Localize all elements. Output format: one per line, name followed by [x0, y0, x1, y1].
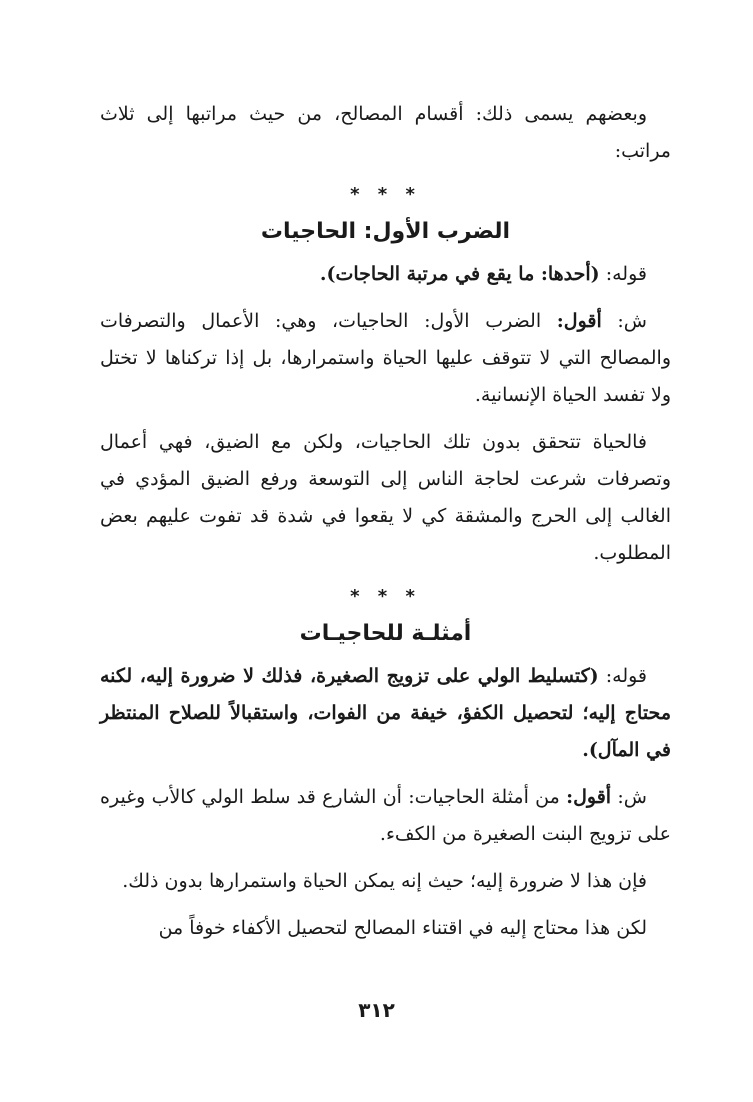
- body-paragraph: [100, 910, 671, 947]
- explanation-paragraph: [100, 779, 671, 853]
- quote-paragraph: [100, 256, 671, 293]
- intro-paragraph: [100, 96, 671, 170]
- body-text: فالحياة تتحقق بدون تلك الحاجيات، ولكن مع الضيق، فهي أعمال وتصرفات شرعت لحاجة الناس إلى التوسعة ورفع الضيق المؤدي في الغالب إلى الحرج والمشقة كي لا يقعوا في شدة قد تفوت عليهم بعض المطلوب.: [100, 431, 671, 564]
- quote-label: قوله:: [605, 665, 648, 687]
- separator-stars: * * *: [350, 184, 421, 205]
- explanation-label: ش:: [617, 786, 647, 808]
- quote-text: (كتسليط الولي على تزويج الصغيرة، فذلك لا ضرورة إليه، لكنه محتاج إليه؛ لتحصيل الكفؤ، خيفة من الفوات، واستقبالاً للصلاح المنتظر في المآل).: [100, 665, 671, 761]
- explanation-paragraph: [100, 303, 671, 414]
- quote-text: (أحدها: ما يقع في مرتبة الحاجات).: [319, 263, 600, 285]
- body-text: فإن هذا لا ضرورة إليه؛ حيث إنه يمكن الحياة واستمرارها بدون ذلك.: [122, 870, 647, 892]
- quote-label: قوله:: [605, 263, 647, 285]
- section-heading-examples: أمثلـة للحاجيـات: [299, 621, 472, 646]
- body-text: لكن هذا محتاج إليه في اقتناء المصالح لتحصيل الأكفاء خوفاً من: [158, 917, 647, 939]
- explanation-bold: أقول:: [566, 786, 612, 808]
- explanation-label: ش:: [617, 310, 647, 332]
- page-content: [100, 96, 671, 957]
- body-paragraph: [100, 863, 671, 900]
- explanation-text: من أمثلة الحاجيات: أن الشارع قد سلط الولي كالأب وغيره على تزويج البنت الصغيرة من الكفء.: [100, 786, 671, 845]
- intro-text: وبعضهم يسمى ذلك: أقسام المصالح، من حيث مراتبها إلى ثلاث مراتب:: [100, 103, 671, 162]
- body-paragraph: [100, 424, 671, 572]
- separator-stars: * * *: [350, 586, 421, 607]
- section-heading-hajiyat: الضرب الأول: الحاجيات: [260, 219, 511, 244]
- page-number: ٣١٢: [358, 998, 395, 1022]
- explanation-text: الضرب الأول: الحاجيات، وهي: الأعمال والتصرفات والمصالح التي لا تتوقف عليها الحياة واستمرارها، بل إذا تركناها لا تختل ولا تفسد الحياة الإنسانية.: [100, 310, 671, 406]
- quote-paragraph: [100, 658, 671, 769]
- explanation-bold: أقول:: [556, 310, 602, 332]
